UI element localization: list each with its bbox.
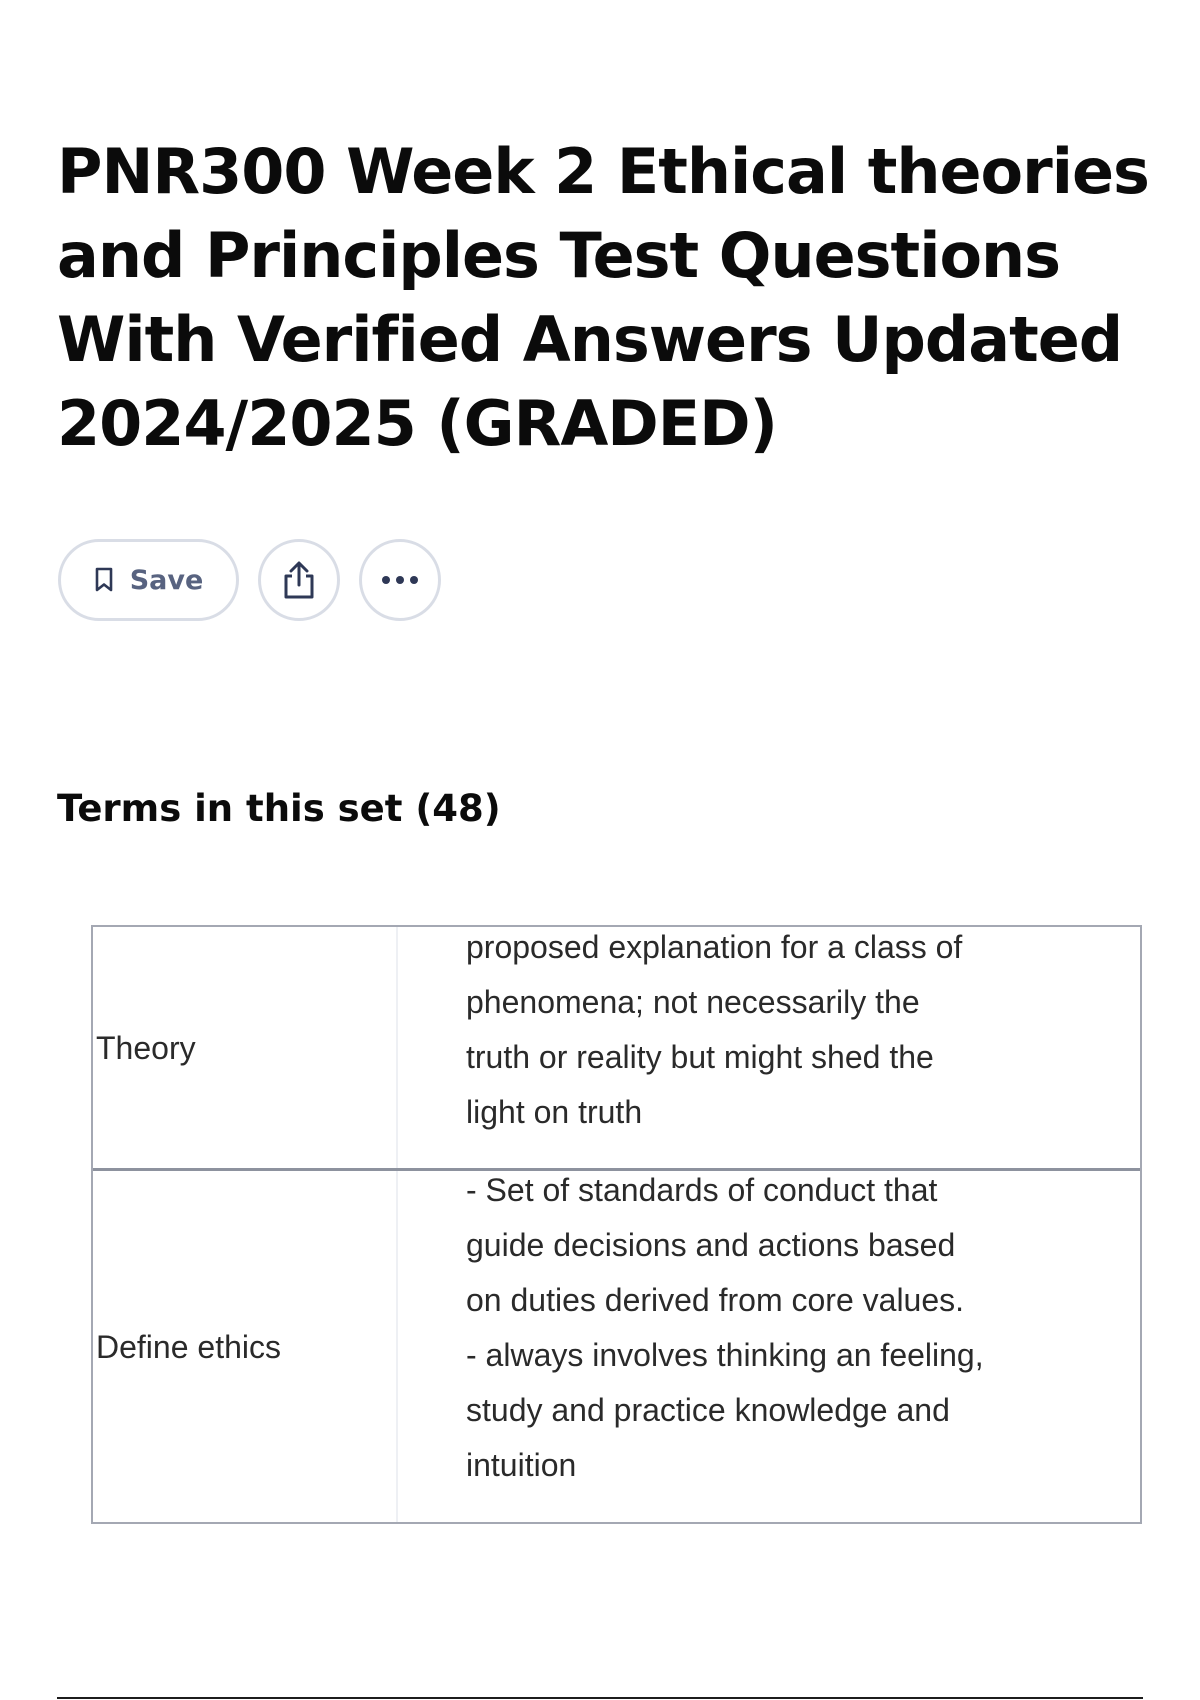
save-button[interactable] <box>58 539 239 621</box>
term-cell: Theory <box>96 1029 196 1066</box>
terms-table <box>91 925 1142 1524</box>
page-title: PNR300 Week 2 Ethical theories and Principles Test Questions With Verified Answers Updated 2024/2025 (GRADED) <box>57 135 1149 460</box>
share-button[interactable] <box>258 539 340 621</box>
terms-heading: Terms in this set (48) <box>57 787 501 830</box>
more-horizontal-icon <box>380 575 420 585</box>
share-icon <box>280 560 318 600</box>
more-options-button[interactable] <box>359 539 441 621</box>
definition-cell: - Set of standards of conduct that guide decisions and actions based on duties derived from core values. - always involves thinking an feeling, study and practice knowledge and intuition <box>466 1172 984 1483</box>
action-bar <box>58 539 441 621</box>
bookmark-icon <box>94 567 114 593</box>
term-cell: Define ethics <box>96 1328 281 1365</box>
save-button-label: Save <box>129 564 204 596</box>
table-row <box>93 1168 1140 1522</box>
definition-cell: proposed explanation for a class of phenomena; not necessarily the truth or reality but might shed the light on truth <box>466 929 963 1130</box>
section-divider <box>57 1697 1143 1699</box>
table-row <box>93 927 1140 1168</box>
